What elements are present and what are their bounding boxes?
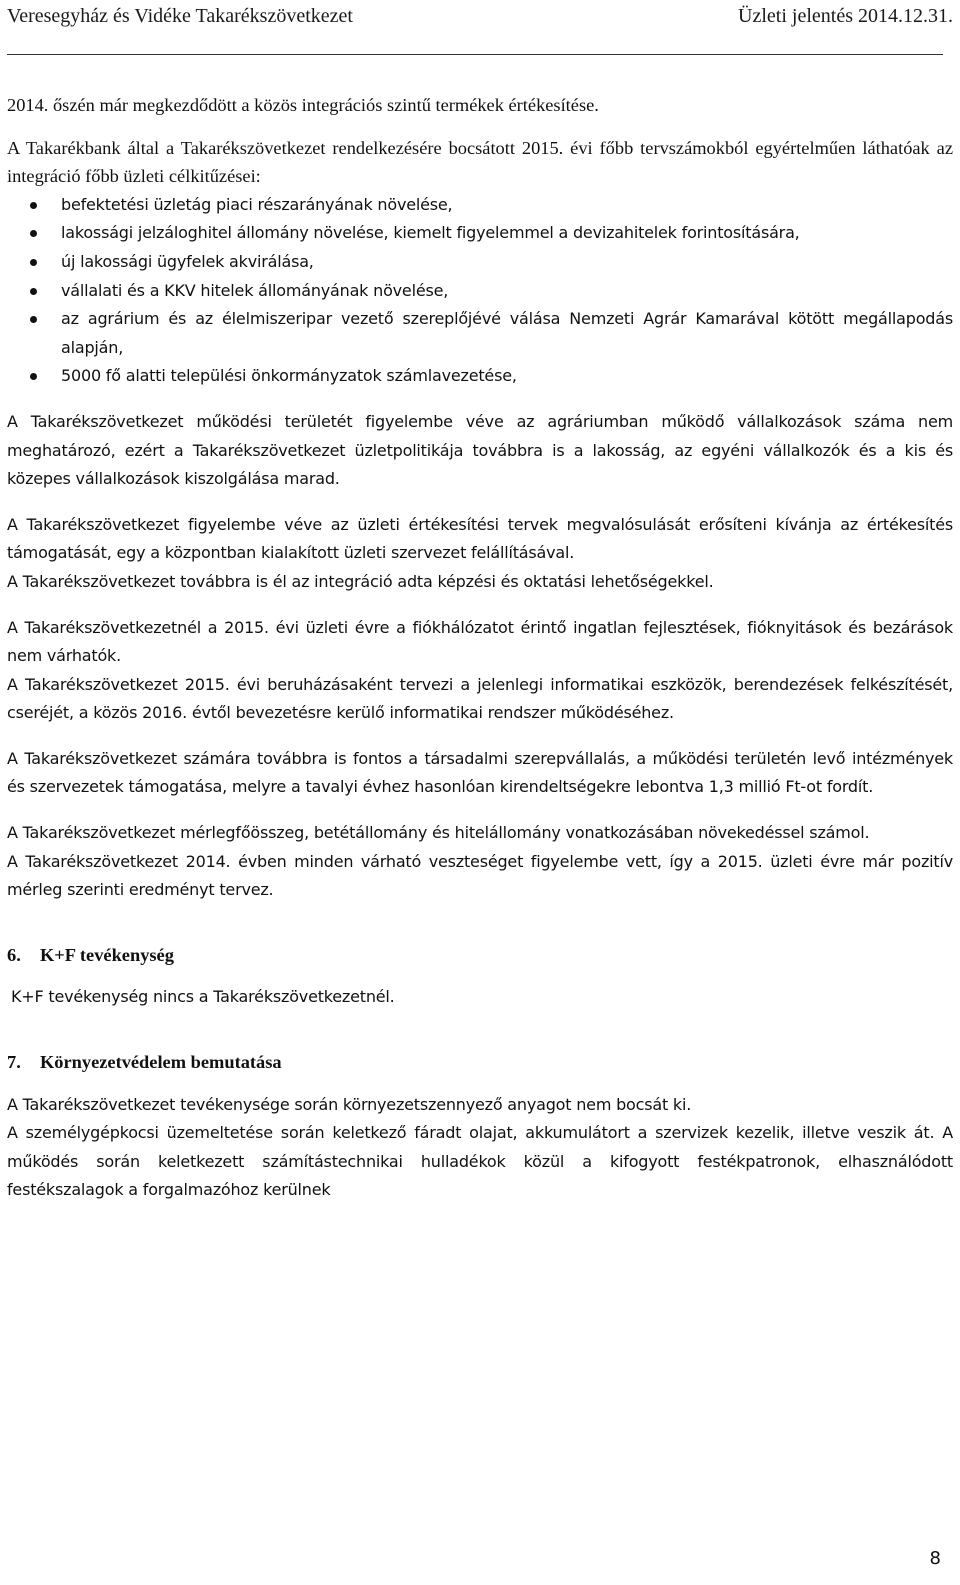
list-item — [7, 362, 953, 391]
list-item-text: lakossági jelzáloghitel állomány növelése, kiemelt figyelemmel a devizahitelek forintosítására, — [61, 223, 800, 243]
paragraph: A Takarékszövetkezetnél a 2015. évi üzleti évre a fiókhálózatot érintő ingatlan fejlesztések, fióknyitások és bezárások nem várhatók. — [7, 617, 953, 666]
list-item — [7, 191, 953, 220]
list-item-text: befektetési üzletág piaci részarányának növelése, — [61, 194, 453, 214]
bullet-icon — [30, 288, 37, 295]
paragraph: K+F tevékenység nincs a Takarékszövetkezetnél. — [11, 987, 395, 1007]
header-report-title: Üzleti jelentés 2014.12.31. — [738, 5, 953, 27]
section-title: Környezetvédelem bemutatása — [40, 1052, 282, 1073]
paragraph: A Takarékszövetkezet működési területét figyelembe véve az agráriumban működő vállalkozások száma nem meghatározó, ezért a Takarékszövetkezet üzletpolitikája továbbra is a lakosság, az egyéni vállalkozók és a kis és közepes vállalkozások kiszolgálása marad. — [7, 411, 953, 489]
list-item-text: vállalati és a KKV hitelek állományának növelése, — [61, 280, 449, 300]
bullet-icon — [30, 373, 37, 380]
paragraph: 2014. őszén már megkezdődött a közös integrációs szintű termékek értékesítése. — [7, 95, 599, 115]
paragraph: A Takarékszövetkezet figyelembe véve az üzleti értékesítési tervek megvalósulását erősíteni kívánja az értékesítés támogatását, egy a központban kialakított üzleti szervezet felállításával. — [7, 514, 953, 563]
list-item — [7, 277, 953, 306]
list-item-text: 5000 fő alatti települési önkormányzatok számlavezetése, — [61, 366, 517, 386]
bullet-list — [7, 191, 953, 391]
bullet-icon — [30, 316, 37, 323]
list-item — [7, 305, 953, 362]
bullet-icon — [30, 202, 37, 209]
section-number: 7. — [7, 1052, 21, 1073]
page-header — [7, 5, 953, 33]
paragraph: A Takarékszövetkezet tevékenysége során környezetszennyező anyagot nem bocsát ki. — [7, 1094, 692, 1114]
paragraph: A Takarékszövetkezet 2014. évben minden várható veszteséget figyelembe vett, így a 2015. üzleti évre már pozitív mérleg szerinti eredményt tervez. — [7, 851, 953, 900]
header-divider — [7, 54, 943, 55]
paragraph: A Takarékszövetkezet 2015. évi beruházásaként tervezi a jelenlegi informatikai eszközök, berendezések felkészítését, cseréjét, a közös 2016. évtől bevezetésre kerülő informatikai rendszer működéséhez. — [7, 674, 953, 723]
page-number: 8 — [929, 1548, 941, 1569]
paragraph: A Takarékbank által a Takarékszövetkezet rendelkezésére bocsátott 2015. évi főbb tervszámokból egyértelműen láthatóak az integráció főbb üzleti célkitűzései: — [7, 137, 953, 187]
paragraph: A Takarékszövetkezet számára továbbra is fontos a társadalmi szerepvállalás, a működési területén levő intézmények és szervezetek támogatása, melyre a tavalyi évhez hasonlóan kirendeltségekre lebontva 1,3 millió Ft-ot fordít. — [7, 748, 953, 797]
paragraph: A Takarékszövetkezet mérlegfőösszeg, betétállomány és hitelállomány vonatkozásában növekedéssel számol. — [7, 823, 870, 843]
list-item — [7, 219, 953, 248]
page-body — [7, 91, 953, 1205]
bullet-icon — [30, 230, 37, 237]
section-number: 6. — [7, 944, 21, 965]
paragraph: A Takarékszövetkezet továbbra is él az integráció adta képzési és oktatási lehetőségekkel. — [7, 571, 714, 591]
section-heading-6 — [7, 941, 953, 970]
list-item-text: új lakossági ügyfelek akvirálása, — [61, 251, 314, 271]
paragraph: A személygépkocsi üzemeltetése során keletkező fáradt olajat, akkumulátort a szervizek kezelik, illetve veszik át. A működés során keletkezett számítástechnikai hulladékok közül a kifogyott festékpatronok, elhasználódott festékszalagok a forgalmazóhoz kerülnek — [7, 1123, 953, 1200]
section-heading-7 — [7, 1048, 953, 1077]
header-company-name: Veresegyház és Vidéke Takarékszövetkezet — [7, 5, 353, 27]
list-item-text: az agrárium és az élelmiszeripar vezető szereplőjévé válása Nemzeti Agrár Kamarával kötött megállapodás alapján, — [61, 309, 953, 357]
bullet-icon — [30, 259, 37, 266]
section-title: K+F tevékenység — [40, 944, 174, 965]
list-item — [7, 248, 953, 277]
